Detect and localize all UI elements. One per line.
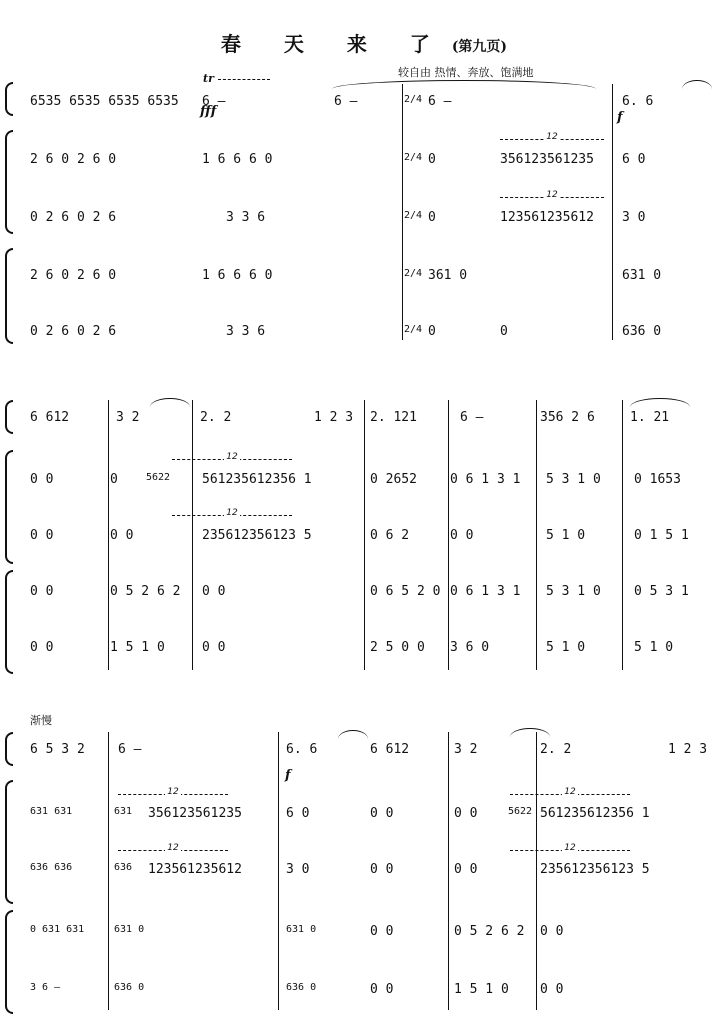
notes: 0 631 631	[30, 924, 85, 935]
notes: 5 1 0	[546, 528, 586, 543]
notes: 0	[428, 210, 436, 225]
notes: 6 612	[30, 410, 70, 425]
notes: 3 2	[454, 742, 478, 757]
dynamic-fff: fff	[200, 104, 217, 119]
staff-row	[30, 856, 710, 892]
notes: 636 0	[114, 982, 145, 993]
notes: 3 3 6	[226, 210, 266, 225]
notes: 2. 2	[200, 410, 232, 425]
staff-row	[30, 522, 710, 558]
notes: 1 5 1 0	[454, 982, 509, 997]
staff-row	[30, 262, 710, 298]
notes: 0 0	[30, 472, 54, 487]
tuplet-bracket	[172, 452, 292, 470]
tempo-change: 渐慢	[30, 714, 52, 727]
notes: 0 5 3 1	[634, 584, 689, 599]
notes: 0	[110, 472, 118, 487]
notes: 5 1 0	[546, 640, 586, 655]
staff-row	[30, 736, 710, 772]
notes: 0 0	[30, 528, 54, 543]
notes: 631	[114, 806, 133, 817]
staff-bracket	[5, 400, 13, 434]
notes: 631 0	[114, 924, 145, 935]
notes: 5 3 1 0	[546, 472, 601, 487]
notes: 6 –	[460, 410, 484, 425]
barline	[612, 84, 613, 340]
notes: 3 6 –	[30, 982, 61, 993]
notes: 0	[428, 152, 436, 167]
dynamic-f: f	[285, 768, 291, 783]
notes: 2. 2	[540, 742, 572, 757]
notes: 0 0	[540, 982, 564, 997]
notes: 636	[114, 862, 133, 873]
notes: 1 2 3	[668, 742, 708, 757]
notes: 0 0	[450, 528, 474, 543]
notes: 1. 21	[630, 410, 670, 425]
notes: 0 2652	[370, 472, 417, 487]
notes: 0 6 1 3 1	[450, 584, 521, 599]
notes: 636 636	[30, 862, 73, 873]
notes: 631 631	[30, 806, 73, 817]
barline	[192, 400, 193, 670]
notes: 0 6 2	[370, 528, 410, 543]
notes: 0 1653	[634, 472, 681, 487]
tuplet-bracket	[118, 843, 228, 861]
notes: 631 0	[286, 924, 317, 935]
tuplet-label: 12	[226, 508, 238, 518]
staff-row	[30, 318, 710, 354]
tuplet-label: 12	[546, 190, 558, 200]
notes: 561235612356 1	[202, 472, 312, 487]
notes: 0	[500, 324, 508, 339]
notes: 631 0	[622, 268, 662, 283]
notes: 123561235612	[500, 210, 594, 225]
trill-line	[218, 79, 270, 80]
tuplet-label: 12	[564, 843, 576, 853]
notes: 0 2 6 0 2 6	[30, 324, 117, 339]
notes: 5 3 1 0	[546, 584, 601, 599]
notes: 0 0	[30, 584, 54, 599]
barline	[108, 732, 109, 1010]
time-signature: 2/4	[404, 268, 423, 279]
notes: 0 2 6 0 2 6	[30, 210, 117, 225]
notes: 0	[428, 324, 436, 339]
time-signature: 2/4	[404, 152, 423, 163]
page-number-label: (第九页)	[451, 39, 508, 55]
staff-row	[30, 204, 710, 240]
expression-direction: 较自由 热情、奔放、饱满地	[398, 66, 534, 79]
barline	[402, 84, 403, 340]
notes: 0 0	[370, 862, 394, 877]
notes: 3 0	[622, 210, 646, 225]
tuplet-label: 12	[226, 452, 238, 462]
notes: 6 –	[428, 94, 452, 109]
title-text: 春 天 来 了	[220, 32, 448, 56]
notes: 6 0	[286, 806, 310, 821]
notes: 235612356123 5	[540, 862, 650, 877]
notes: 0 0	[454, 862, 478, 877]
staff-brace	[5, 130, 13, 234]
notes: 0 0	[202, 584, 226, 599]
notes: 2. 121	[370, 410, 417, 425]
staff-row	[30, 918, 710, 954]
notes: 1 6 6 6 0	[202, 268, 273, 283]
dynamic-f: f	[617, 110, 623, 125]
time-signature: 2/4	[404, 210, 423, 221]
notes: 6 –	[334, 94, 358, 109]
notes: 6535 6535 6535 6535	[30, 94, 179, 109]
notes: 0 0	[454, 806, 478, 821]
slur	[630, 398, 690, 407]
barline	[278, 732, 279, 1010]
notes: 6 612	[370, 742, 410, 757]
notes: 0 0	[110, 528, 134, 543]
notes: 356123561235	[500, 152, 594, 167]
tuplet-bracket	[500, 132, 604, 150]
notes: 1 6 6 6 0	[202, 152, 273, 167]
barline	[622, 400, 623, 670]
notes: 0 5 2 6 2	[454, 924, 525, 939]
tuplet-bracket	[510, 843, 630, 861]
tuplet-bracket	[172, 508, 292, 526]
barline	[108, 400, 109, 670]
staff-bracket	[5, 732, 13, 766]
barline	[536, 400, 537, 670]
barline	[448, 400, 449, 670]
barline	[536, 732, 537, 1010]
staff-brace	[5, 570, 13, 674]
page-title	[0, 28, 728, 57]
time-signature: 2/4	[404, 94, 423, 105]
notes: 561235612356 1	[540, 806, 650, 821]
staff-row	[30, 800, 710, 836]
notes: 6 5 3 2	[30, 742, 85, 757]
tuplet-bracket	[510, 787, 630, 805]
notes: 3 2	[116, 410, 140, 425]
notes: 1 2 3	[314, 410, 354, 425]
notes: 0 0	[370, 806, 394, 821]
tuplet-label: 12	[546, 132, 558, 142]
notes: 6 0	[622, 152, 646, 167]
barline	[364, 400, 365, 670]
notes: 2 6 0 2 6 0	[30, 268, 117, 283]
notes: 6 –	[118, 742, 142, 757]
staff-row	[30, 88, 710, 124]
notes: 0 5 2 6 2	[110, 584, 181, 599]
notes: 2 6 0 2 6 0	[30, 152, 117, 167]
notes: 2 5 0 0	[370, 640, 425, 655]
time-signature: 2/4	[404, 324, 423, 335]
notes: 0 0	[370, 982, 394, 997]
notes: 0 0	[540, 924, 564, 939]
tuplet-label: 12	[167, 787, 179, 797]
notes: 235612356123 5	[202, 528, 312, 543]
staff-row	[30, 146, 710, 182]
staff-row	[30, 976, 710, 1012]
notes: 0 0	[370, 924, 394, 939]
notes: 3 6 0	[450, 640, 490, 655]
notes: 0 0	[202, 640, 226, 655]
notes: 0 0	[30, 640, 54, 655]
barline	[448, 732, 449, 1010]
staff-row	[30, 578, 710, 614]
notes: 3 0	[286, 862, 310, 877]
tuplet-label: 12	[167, 843, 179, 853]
notes: 5 1 0	[634, 640, 674, 655]
staff-brace	[5, 780, 13, 904]
trill-mark: tr	[203, 72, 214, 85]
notes: 0 6 5 2 0	[370, 584, 441, 599]
notes: 361 0	[428, 268, 468, 283]
notes: 5622	[146, 472, 171, 483]
tuplet-bracket	[500, 190, 604, 208]
notes: 1 5 1 0	[110, 640, 165, 655]
notes: 123561235612	[148, 862, 242, 877]
staff-row	[30, 634, 710, 670]
notes: 6. 6	[622, 94, 654, 109]
staff-row	[30, 404, 710, 440]
notes: 356123561235	[148, 806, 242, 821]
tuplet-label: 12	[564, 787, 576, 797]
notes: 636 0	[622, 324, 662, 339]
staff-brace	[5, 910, 13, 1014]
notes: 0 1 5 1	[634, 528, 689, 543]
notes: 356 2 6	[540, 410, 595, 425]
tuplet-bracket	[118, 787, 228, 805]
notes: 0 6 1 3 1	[450, 472, 521, 487]
staff-brace	[5, 450, 13, 564]
notes: 6. 6	[286, 742, 318, 757]
staff-row	[30, 466, 710, 502]
staff-brace	[5, 248, 13, 344]
staff-bracket	[5, 82, 13, 116]
slur	[150, 398, 190, 407]
notes: 636 0	[286, 982, 317, 993]
notes: 5622	[508, 806, 533, 817]
notes: 6 –	[202, 94, 226, 109]
notes: 3 3 6	[226, 324, 266, 339]
